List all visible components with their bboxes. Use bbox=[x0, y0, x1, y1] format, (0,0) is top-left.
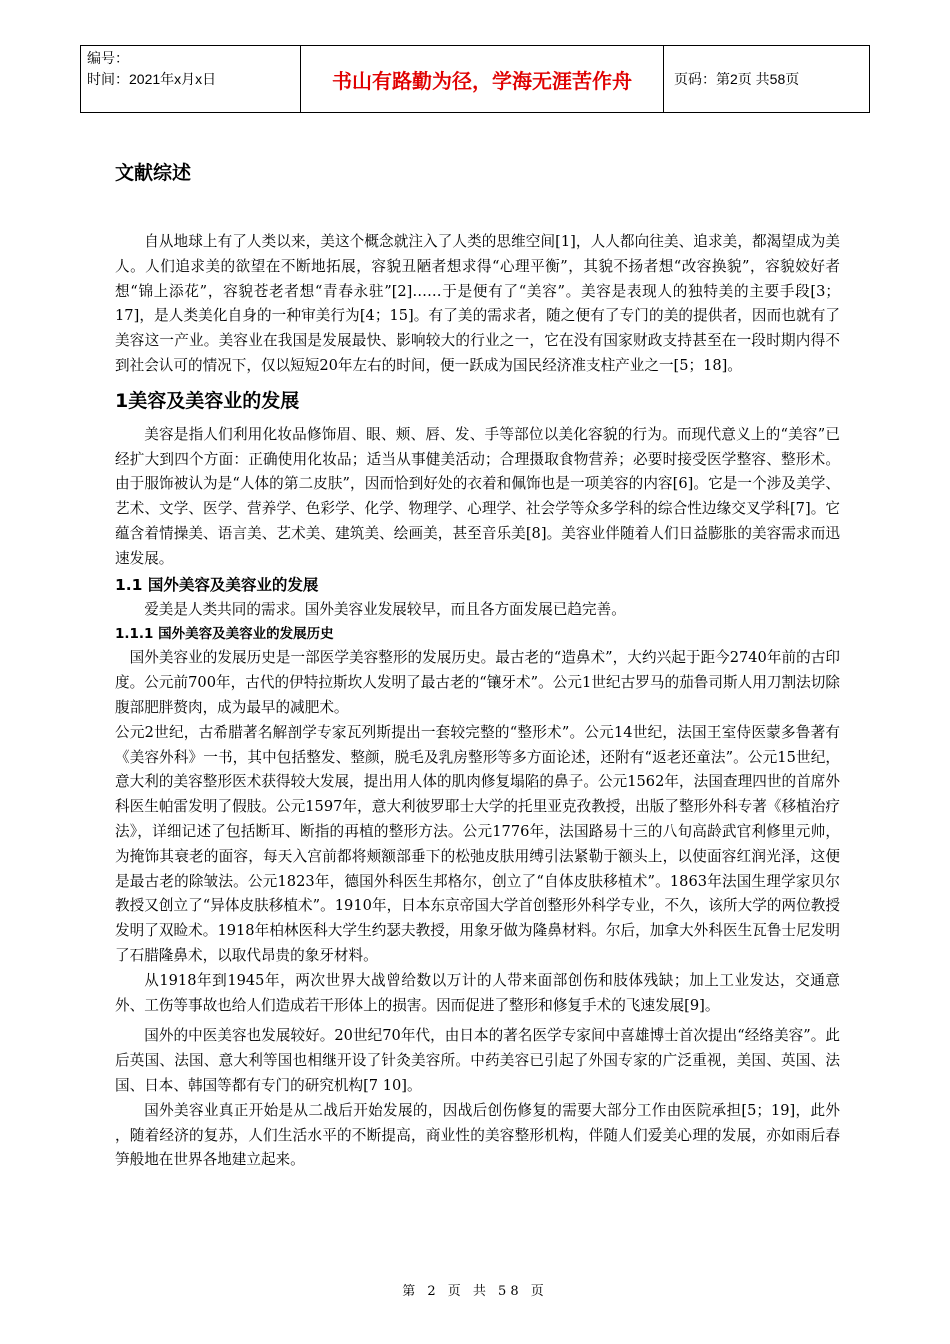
section-1-1-heading: 1.1 国外美容及美容业的发展 bbox=[115, 575, 319, 594]
history-paragraph-1: 国外美容业的发展历史是一部医学美容整形的发展历史。最古老的“造鼻术”，大约兴起于距今2740年前的古印度。公元前700年，古代的伊特拉斯坎人发明了最古老的“镶牙术”。公元1世纪古罗马的茄鲁司斯人用刀割法切除腹部肥胖赘肉，成为最早的减肥术。 bbox=[115, 649, 840, 716]
history-paragraph-2: 公元2世纪，古希腊著名解剖学专家瓦列斯提出一套较完整的“整形术”。公元14世纪，法国王室侍医蒙多鲁著有《美容外科》一书，其中包括整发、整颜，脱毛及乳房整形等多方面论述，还附有“返老还童法”。公元15世纪，意大利的美容整形医术获得较大发展，提出用人体的肌肉修复塌陷的鼻子。公元1562年，法国查理四世的首席外科医生帕雷发明了假肢。公元1597年，意大利彼罗耶士大学的托里亚克孜教授，出版了整形外科专著《移植治疗法》，详细记述了包括断耳、断指的再植的整形方法。公元1776年，法国路易十三的八旬高龄武官利修里元帅，为掩饰其衰老的面容，每天入宫前都将颊额部垂下的松弛皮肤用缚引法紧勒于额头上，以使面容红润光泽，这便是最古老的除皱法。公元1823年，德国外科医生邦格尔，创立了“自体皮肤移植术”。1863年法国生理学家贝尔教授又创立了“异体皮肤移植术”。1910年，日本东京帝国大学首创整形外科学专业，不久，该所大学的两位教授发明了双睑术。1918年柏林医科大学生约瑟夫教授，用象牙做为隆鼻材料。尔后，加拿大外科医生瓦鲁士尼发明了石腊隆鼻术，以取代昂贵的象牙材料。 bbox=[115, 723, 840, 964]
section-1-paragraph: 美容是指人们利用化妆品修饰眉、眼、颊、唇、发、手等部位以美化容貌的行为。而现代意义上的“美容”已经扩大到四个方面：正确使用化妆品；适当从事健美活动；合理摄取食物营养；必要时接受医学整容、整形术。由于服饰被认为是“人体的第二皮肤”，因而恰到好处的衣着和佩饰也是一项美容的内容[6]。它是一个涉及美学、艺术、文学、医学、营养学、色彩学、化学、物理学、心理学、社会学等众多学科的综合性边缘交叉学科[7]。它蕴含着情操美、语言美、艺术美、建筑美、绘画美，甚至音乐美[8]。美容业伴随着人们日益膨胀的美容需求而迅速发展。 bbox=[115, 425, 840, 567]
history-paragraph-4: 国外的中医美容也发展较好。20世纪70年代，由日本的著名医学专家间中喜雄博士首次提出“经络美容”。此后英国、法国、意大利等国也相继开设了针灸美容所。中药美容已引起了外国专家的广泛重视，美国、英国、法国、日本、韩国等都有专门的研究机构[7 10]。 bbox=[115, 1027, 840, 1094]
section-1-1-paragraph: 爱美是人类共同的需求。国外美容业发展较早，而且各方面发展已趋完善。 bbox=[144, 600, 626, 618]
doc-title: 文献综述 bbox=[115, 162, 192, 184]
page-footer: 第 2 页 共 58 页 bbox=[402, 1284, 548, 1299]
header-time-label: 时间：2021年x月x日 bbox=[87, 71, 217, 87]
history-paragraph-3: 从1918年到1945年，两次世界大战曾给数以万计的人带来面部创伤和肢体残缺；加上工业发达，交通意外、工伤等事故也给人们造成若干形体上的损害。因而促进了整形和修复手术的飞速发展[9]。 bbox=[115, 971, 840, 1014]
section-1-heading: 1美容及美容业的发展 bbox=[115, 389, 300, 412]
header-table bbox=[80, 45, 870, 113]
header-number-label: 编号： bbox=[87, 50, 129, 66]
header-motto: 书山有路勤为径，学海无涯苦作舟 bbox=[301, 46, 664, 112]
intro-paragraph: 自从地球上有了人类以来，美这个概念就注入了人类的思维空间[1]，人人都向往美、追求美，都渴望成为美人。人们追求美的欲望在不断地拓展，容貌丑陋者想求得“心理平衡”，其貌不扬者想“改容换貌”，容貌姣好者想“锦上添花”，容貌苍老者想“青春永驻”[2]……于是便有了“美容”。美容是表现人的独特美的主要手段[3；17]，是人类美化自身的一种审美行为[4；15]。有了美的需求者，随之便有了专门的美的提供者，因而也就有了美容这一产业。美容业在我国是发展最快、影响较大的行业之一，它在没有国家财政支持甚至在一段时期内得不到社会认可的情况下，仅以短短20年左右的时间，便一跃成为国民经济准支柱产业之一[5；18]。 bbox=[115, 233, 840, 374]
document-body bbox=[115, 150, 840, 1173]
history-paragraph-5: 国外美容业真正开始是从二战后开始发展的，因战后创伤修复的需要大部分工作由医院承担[5；19]，此外 ，随着经济的复苏，人们生活水平的不断提高，商业性的美容整形机构，伴随人们爱美心理的发展，亦如雨后春笋般地在世界各地建立起来。 bbox=[115, 1101, 840, 1169]
section-1-1-1-heading: 1.1.1 国外美容及美容业的发展历史 bbox=[115, 626, 334, 643]
header-meta bbox=[81, 46, 301, 112]
header-page-info: 页码：第2页 共58页 bbox=[674, 71, 800, 87]
